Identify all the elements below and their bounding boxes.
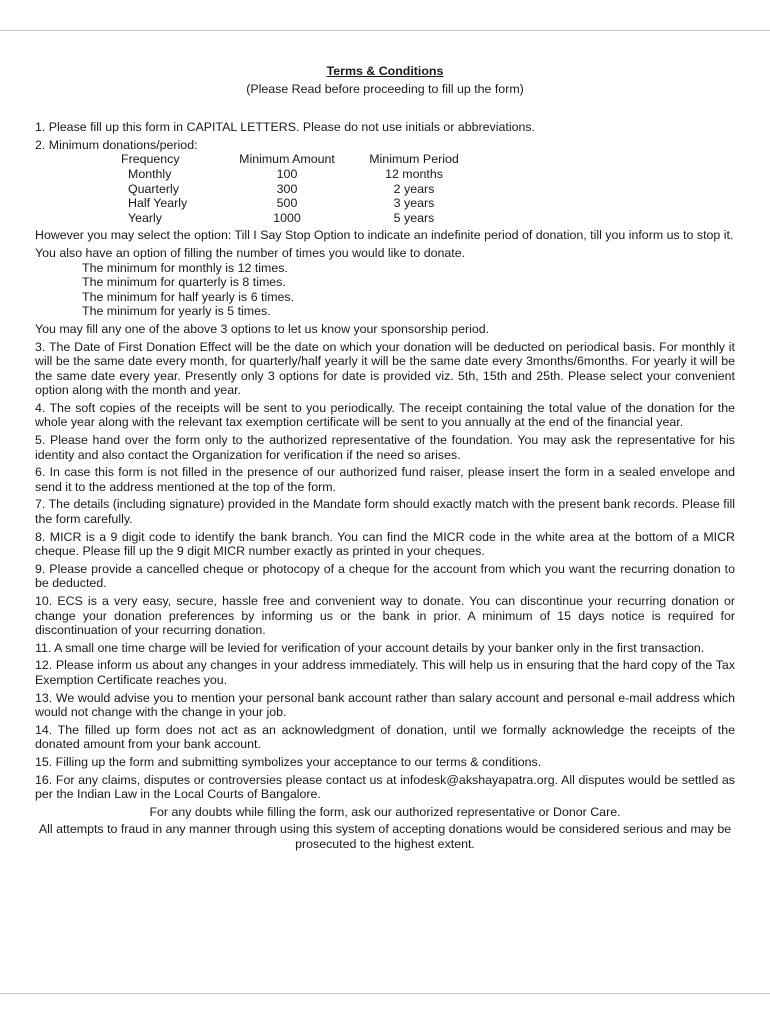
page-title: Terms & Conditions <box>326 64 444 78</box>
table-row <box>35 182 735 197</box>
term-item-15: 15. Filling up the form and submitting symbolizes your acceptance to our terms & conditions. <box>35 754 542 769</box>
term-item-6: 6. In case this form is not filled in the presence of our authorized fund raiser, please insert the form in a sealed envelope and send it to the address mentioned at the top of the form. <box>35 465 735 494</box>
cell-amount: 500 <box>276 196 298 211</box>
term-item-12: 12. Please inform us about any changes in your address immediately. This will help us in ensuring that the hard copy of the Tax Exemption Certificate reaches you. <box>35 658 735 687</box>
cell-frequency: Yearly <box>128 210 162 225</box>
doubts-note: For any doubts while filling the form, ask our authorized representative or Donor Care. <box>149 804 621 819</box>
term-item-5: 5. Please hand over the form only to the authorized representative of the foundation. You may ask the representative for his identity and also contact the Organization for verification if the need so arises. <box>35 433 735 462</box>
terms-page <box>35 64 735 855</box>
list-item: The minimum for monthly is 12 times. <box>82 260 288 275</box>
header-frequency: Frequency <box>121 152 180 167</box>
header-minimum-amount: Minimum Amount <box>239 152 335 167</box>
list-item: The minimum for half yearly is 6 times. <box>82 289 295 304</box>
cell-frequency: Monthly <box>128 166 172 181</box>
header-minimum-period: Minimum Period <box>369 152 459 167</box>
minimum-times-list <box>35 261 735 319</box>
top-divider <box>0 30 770 31</box>
term-item-14: 14. The filled up form does not act as an acknowledgment of donation, until we formally acknowledge the receipts of the donated amount from your bank account. <box>35 722 735 752</box>
list-item: The minimum for quarterly is 8 times. <box>82 275 286 290</box>
donation-table <box>35 152 735 225</box>
donation-table-header <box>35 152 735 167</box>
cell-amount: 1000 <box>273 210 301 225</box>
list-item: The minimum for yearly is 5 times. <box>82 304 271 319</box>
table-row <box>35 167 735 182</box>
times-intro: You also have an option of filling the number of times you would like to donate. <box>35 245 466 260</box>
term-item-16: 16. For any claims, disputes or controversies please contact us at infodesk@akshayapatra.org. All disputes would be settled as per the Indian Law in the Local Courts of Bangalore. <box>35 772 735 802</box>
cell-amount: 300 <box>276 181 298 196</box>
cell-period: 2 years <box>393 181 435 196</box>
term-item-2-intro: 2. Minimum donations/period: <box>35 137 198 152</box>
cell-frequency: Quarterly <box>128 181 179 196</box>
term-item-1: 1. Please fill up this form in CAPITAL LETTERS. Please do not use initials or abbreviations. <box>35 120 535 135</box>
term-item-3: 3. The Date of First Donation Effect will be the date on which your donation will be deducted on periodical basis. For monthly it will be the same date every month, for quarterly/half yearly it will be the same date every 3months/6months. For yearly it will be the same date every year. Presently only 3 options for date is provided viz. 5th, 15th and 25th. Please select your convenient option along with the month and year. <box>35 339 735 398</box>
term-item-8: 8. MICR is a 9 digit code to identify the bank branch. You can find the MICR code in the white area at the bottom of a MICR cheque. Please fill up the 9 digit MICR number exactly as printed in your cheques. <box>35 529 735 559</box>
term-item-7: 7. The details (including signature) provided in the Mandate form should exactly match with the present bank records. Please fill the form carefully. <box>35 497 735 527</box>
table-row <box>35 196 735 211</box>
fraud-warning: All attempts to fraud in any manner through using this system of accepting donations would be considered serious and may be prosecuted to the highest extent. <box>38 822 732 851</box>
bottom-divider <box>0 993 770 994</box>
term-item-11: 11. A small one time charge will be levied for verification of your account details by your banker only in the first transaction. <box>35 640 705 655</box>
cell-amount: 100 <box>276 166 298 181</box>
cell-frequency: Half Yearly <box>128 196 188 211</box>
term-item-4: 4. The soft copies of the receipts will be sent to you periodically. The receipt containing the total value of the donation for the whole year along with the relevant tax exemption certificate will be sent to you annually at the end of the financial year. <box>35 400 735 430</box>
term-item-10: 10. ECS is a very easy, secure, hassle free and convenient way to donate. You can discontinue your recurring donation or change your donation preferences by informing us or the bank in prior. A minimum of 15 days notice is required for discontinuation of your recurring donation. <box>35 594 735 638</box>
page-subtitle: (Please Read before proceeding to fill up the form) <box>246 81 524 96</box>
term-item-9: 9. Please provide a cancelled cheque or photocopy of a cheque for the account from which you want the recurring donation to be deducted. <box>35 561 735 591</box>
cell-period: 3 years <box>393 196 435 211</box>
till-stop-note: However you may select the option: Till I Say Stop Option to indicate an indefinite period of donation, till you inform us to stop it. <box>35 228 734 243</box>
options-note: You may fill any one of the above 3 options to let us know your sponsorship period. <box>35 321 490 336</box>
term-item-13: 13. We would advise you to mention your personal bank account rather than salary account and personal e-mail address which would not change with the change in your job. <box>35 690 735 720</box>
table-row <box>35 211 735 226</box>
cell-period: 5 years <box>393 210 435 225</box>
cell-period: 12 months <box>385 166 443 181</box>
